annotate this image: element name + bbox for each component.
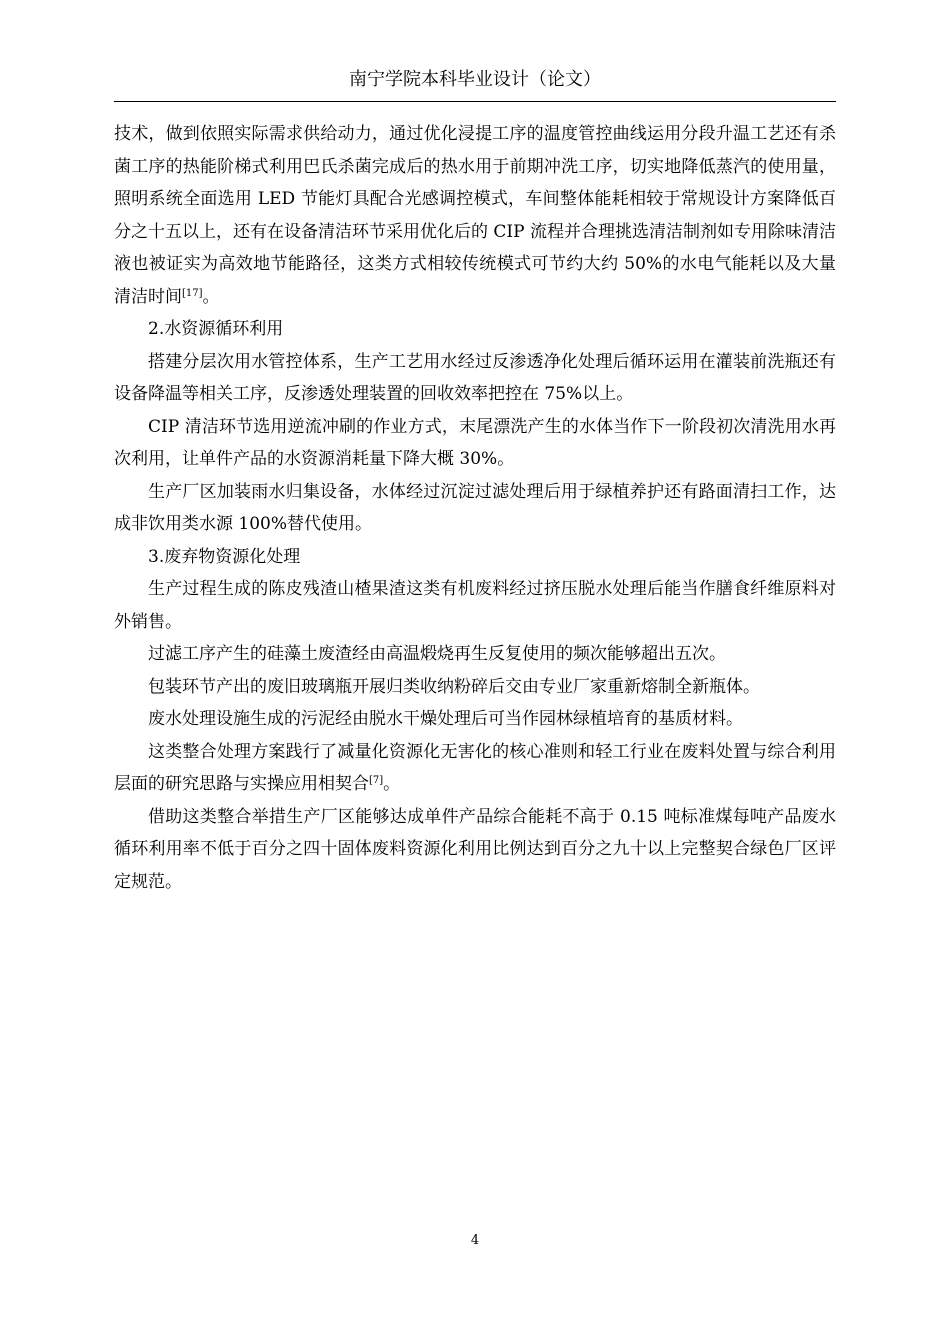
section-heading-waste: 3.废弃物资源化处理	[148, 546, 301, 567]
paragraph-tail: 。	[383, 774, 401, 794]
paragraph-conclusion: 借助这类整合举措生产厂区能够达成单件产品综合能耗不高于 0.15 吨标准煤每吨产品废水循环利用率不低于百分之四十固体废料资源化利用比例达到百分之九十以上完整契合绿色厂区评定规范。	[114, 806, 836, 892]
paragraph-water-tiered: 搭建分层次用水管控体系，生产工艺用水经过反渗透净化处理后循环运用在灌装前洗瓶还有设备降温等相关工序，反渗透处理装置的回收效率把控在 75%以上。	[114, 351, 836, 404]
paragraph-tail: 。	[202, 286, 220, 307]
paragraph-text: 技术，做到依照实际需求供给动力，通过优化浸提工序的温度管控曲线运用分段升温工艺还有杀菌工序的热能阶梯式利用巴氏杀菌完成后的热水用于前期冲洗工序，切实地降低蒸汽的使用量，照明系统全面选用 LED 节能灯具配合光感调控模式，车间整体能耗相较于常规设计方案降低百分之十五以上，还有在设备清洁环节采用优化后的 CIP 流程并合理挑选清洁制剂如专用除味清洁液也被证实为高效地节能路径，这类方式相较传统模式可节约大约 50%的水电气能耗以及大量清洁时间	[114, 124, 836, 307]
citation-ref: [17]	[182, 287, 203, 299]
paragraph-waste-sludge: 废水处理设施生成的污泥经由脱水干燥处理后可当作园林绿植培育的基质材料。	[148, 709, 743, 729]
running-header: 南宁学院本科毕业设计（论文）	[349, 69, 601, 90]
body-text	[114, 118, 836, 898]
page-number: 4	[470, 1233, 480, 1248]
citation-ref: [7]	[369, 775, 384, 786]
header-rule	[114, 101, 836, 102]
paragraph-waste-diatomite: 过滤工序产生的硅藻土废渣经由高温煅烧再生反复使用的频次能够超出五次。	[148, 644, 726, 664]
paragraph-waste-glass: 包装环节产出的废旧玻璃瓶开展归类收纳粉碎后交由专业厂家重新熔制全新瓶体。	[148, 676, 760, 697]
paragraph-energy-continued	[114, 118, 836, 313]
paragraph-integration	[114, 736, 836, 801]
paragraph-water-cip: CIP 清洁环节选用逆流冲刷的作业方式，末尾漂洗产生的水体当作下一阶段初次清洗用水再次利用，让单件产品的水资源消耗量下降大概 30%。	[114, 416, 836, 469]
paragraph-waste-organic: 生产过程生成的陈皮残渣山楂果渣这类有机废料经过挤压脱水处理后能当作膳食纤维原料对外销售。	[114, 579, 836, 632]
paragraph-text: 这类整合处理方案践行了减量化资源化无害化的核心准则和轻工行业在废料处置与综合利用层面的研究思路与实操应用相契合	[114, 741, 836, 794]
section-heading-water: 2.水资源循环利用	[148, 319, 284, 339]
paragraph-water-rain: 生产厂区加装雨水归集设备，水体经过沉淀过滤处理后用于绿植养护还有路面清扫工作，达成非饮用类水源 100%替代使用。	[114, 481, 836, 534]
